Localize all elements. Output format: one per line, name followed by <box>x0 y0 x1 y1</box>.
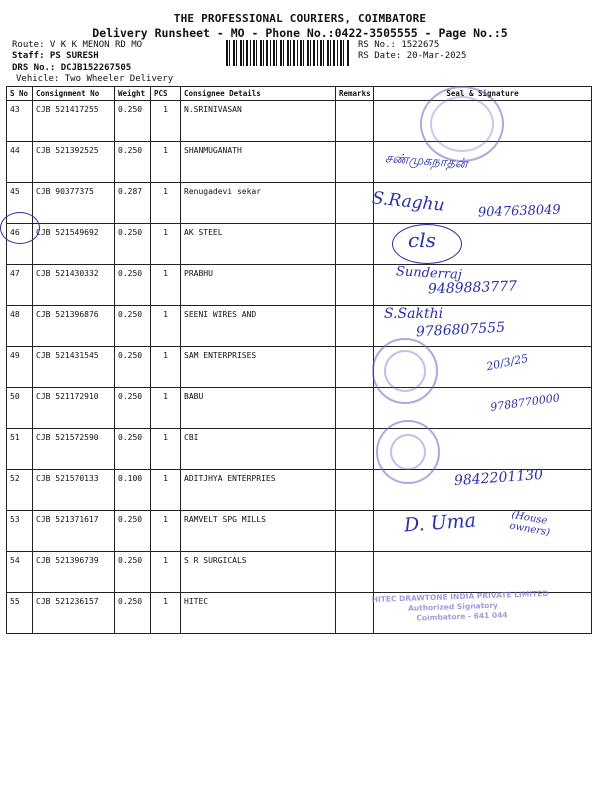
consignment-cell: CJB 521570133 <box>33 470 115 511</box>
consignment-cell: CJB 521431545 <box>33 347 115 388</box>
drs-number: DRS No.: DCJB152267505 <box>12 63 132 73</box>
weight-cell: 0.250 <box>115 306 151 347</box>
consignee-cell: S R SURGICALS <box>181 552 336 593</box>
sno-cell: 44 <box>7 142 33 183</box>
remarks-cell <box>336 388 374 429</box>
consignment-cell: CJB 521572590 <box>33 429 115 470</box>
remarks-cell <box>336 593 374 634</box>
signature-r47: Sunderraj <box>395 264 463 283</box>
sno-cell: 53 <box>7 511 33 552</box>
remarks-cell <box>336 347 374 388</box>
stamp-line-3: Coimbatore - 641 044 <box>416 610 508 623</box>
pcs-cell: 1 <box>151 306 181 347</box>
remarks-cell <box>336 142 374 183</box>
runsheet-subtitle: Delivery Runsheet - MO - Phone No.:0422-3505555 - Page No.:5 <box>92 26 508 40</box>
consignment-cell: CJB 90377375 <box>33 183 115 224</box>
pcs-cell: 1 <box>151 183 181 224</box>
staff-label: Staff: PS SURESH <box>12 51 99 61</box>
sno-cell: 48 <box>7 306 33 347</box>
barcode <box>226 40 350 66</box>
consignee-cell: BABU <box>181 388 336 429</box>
weight-cell: 0.250 <box>115 224 151 265</box>
col-consignee: Consignee Details <box>181 87 336 101</box>
pcs-cell: 1 <box>151 224 181 265</box>
signature-cell <box>374 552 592 593</box>
remarks-cell <box>336 101 374 142</box>
signature-r45: S.Raghu <box>371 188 446 216</box>
pcs-cell: 1 <box>151 429 181 470</box>
sno-cell: 46 <box>7 224 33 265</box>
vehicle-label: Vehicle: Two Wheeler Delivery <box>16 74 174 84</box>
consignment-cell: CJB 521417255 <box>33 101 115 142</box>
weight-cell: 0.100 <box>115 470 151 511</box>
sno-cell: 43 <box>7 101 33 142</box>
col-consignment: Consignment No <box>33 87 115 101</box>
weight-cell: 0.250 <box>115 593 151 634</box>
consignee-cell: AK STEEL <box>181 224 336 265</box>
consignment-cell: CJB 521396739 <box>33 552 115 593</box>
circle-mark-r46 <box>0 212 40 244</box>
table-row <box>7 511 592 552</box>
remarks-cell <box>336 183 374 224</box>
route-label: Route: V K K MENON RD MO <box>12 40 143 50</box>
sno-cell: 55 <box>7 593 33 634</box>
rs-date: RS Date: 20-Mar-2025 <box>358 51 467 61</box>
sno-cell: 45 <box>7 183 33 224</box>
weight-cell: 0.250 <box>115 388 151 429</box>
table-row <box>7 142 592 183</box>
pcs-cell: 1 <box>151 593 181 634</box>
weight-cell: 0.250 <box>115 552 151 593</box>
col-seal-signature: Seal & Signature <box>374 87 592 101</box>
consignment-cell: CJB 521392525 <box>33 142 115 183</box>
consignee-cell: Renugadevi sekar <box>181 183 336 224</box>
signature-r53: D. Uma <box>403 509 477 537</box>
pcs-cell: 1 <box>151 265 181 306</box>
weight-cell: 0.250 <box>115 429 151 470</box>
col-weight: Weight <box>115 87 151 101</box>
sno-cell: 49 <box>7 347 33 388</box>
company-stamp-r55 <box>372 589 550 625</box>
pcs-cell: 1 <box>151 552 181 593</box>
weight-cell: 0.250 <box>115 265 151 306</box>
date-r49: 20/3/25 <box>485 351 530 374</box>
sno-cell: 54 <box>7 552 33 593</box>
pcs-cell: 1 <box>151 470 181 511</box>
seal-stamp-inner-r51 <box>390 434 426 470</box>
company-title: THE PROFESSIONAL COURIERS, COIMBATORE <box>173 12 427 25</box>
weight-cell: 0.250 <box>115 347 151 388</box>
remarks-cell <box>336 265 374 306</box>
consignment-cell: CJB 521172910 <box>33 388 115 429</box>
consignee-cell: N.SRINIVASAN <box>181 101 336 142</box>
remarks-cell <box>336 306 374 347</box>
col-sno: S No <box>7 87 33 101</box>
table-row <box>7 552 592 593</box>
consignment-cell: CJB 521549692 <box>33 224 115 265</box>
phone-r45: 9047638049 <box>477 202 561 221</box>
sno-cell: 47 <box>7 265 33 306</box>
pcs-cell: 1 <box>151 388 181 429</box>
weight-cell: 0.250 <box>115 511 151 552</box>
remarks-cell <box>336 511 374 552</box>
sno-cell: 52 <box>7 470 33 511</box>
signature-r46: cls <box>408 228 436 252</box>
consignment-cell: CJB 521371617 <box>33 511 115 552</box>
pcs-cell: 1 <box>151 347 181 388</box>
sno-cell: 51 <box>7 429 33 470</box>
seal-stamp-inner-r43 <box>430 96 494 152</box>
consignee-cell: HITEC <box>181 593 336 634</box>
stamp-line-1: HITEC DRAWTONE INDIA PRIVATE LIMITED <box>371 588 549 605</box>
consignment-cell: CJB 521236157 <box>33 593 115 634</box>
weight-cell: 0.287 <box>115 183 151 224</box>
phone-r52: 9842201130 <box>453 466 544 490</box>
consignee-cell: SAM ENTERPRISES <box>181 347 336 388</box>
signature-r44: சண்முகநாதன் <box>384 151 469 172</box>
table-header-row <box>7 87 592 101</box>
phone-r47: 9489883777 <box>427 278 518 298</box>
consignee-cell: RAMVELT SPG MILLS <box>181 511 336 552</box>
remarks-cell <box>336 470 374 511</box>
consignee-cell: SEENI WIRES AND <box>181 306 336 347</box>
pcs-cell: 1 <box>151 101 181 142</box>
table-row <box>7 224 592 265</box>
note-r53: (House owners) <box>508 509 551 539</box>
col-remarks: Remarks <box>336 87 374 101</box>
weight-cell: 0.250 <box>115 101 151 142</box>
remarks-cell <box>336 224 374 265</box>
consignee-cell: SHANMUGANATH <box>181 142 336 183</box>
weight-cell: 0.250 <box>115 142 151 183</box>
consignment-cell: CJB 521430332 <box>33 265 115 306</box>
pcs-cell: 1 <box>151 511 181 552</box>
table-row <box>7 429 592 470</box>
consignment-cell: CJB 521396876 <box>33 306 115 347</box>
sno-cell: 50 <box>7 388 33 429</box>
signature-r48: S.Sakthi <box>384 306 444 322</box>
phone-r50: 9788770000 <box>489 391 561 414</box>
rs-number: RS No.: 1522675 <box>358 40 440 50</box>
pcs-cell: 1 <box>151 142 181 183</box>
consignee-cell: ADITJHYA ENTERPRIES <box>181 470 336 511</box>
remarks-cell <box>336 552 374 593</box>
col-pcs: PCS <box>151 87 181 101</box>
consignee-cell: CBI <box>181 429 336 470</box>
remarks-cell <box>336 429 374 470</box>
phone-r48: 9786807555 <box>415 319 506 341</box>
seal-stamp-inner-r49 <box>384 350 426 392</box>
consignee-cell: PRABHU <box>181 265 336 306</box>
stamp-line-2: Authorized Signatory <box>407 600 499 613</box>
